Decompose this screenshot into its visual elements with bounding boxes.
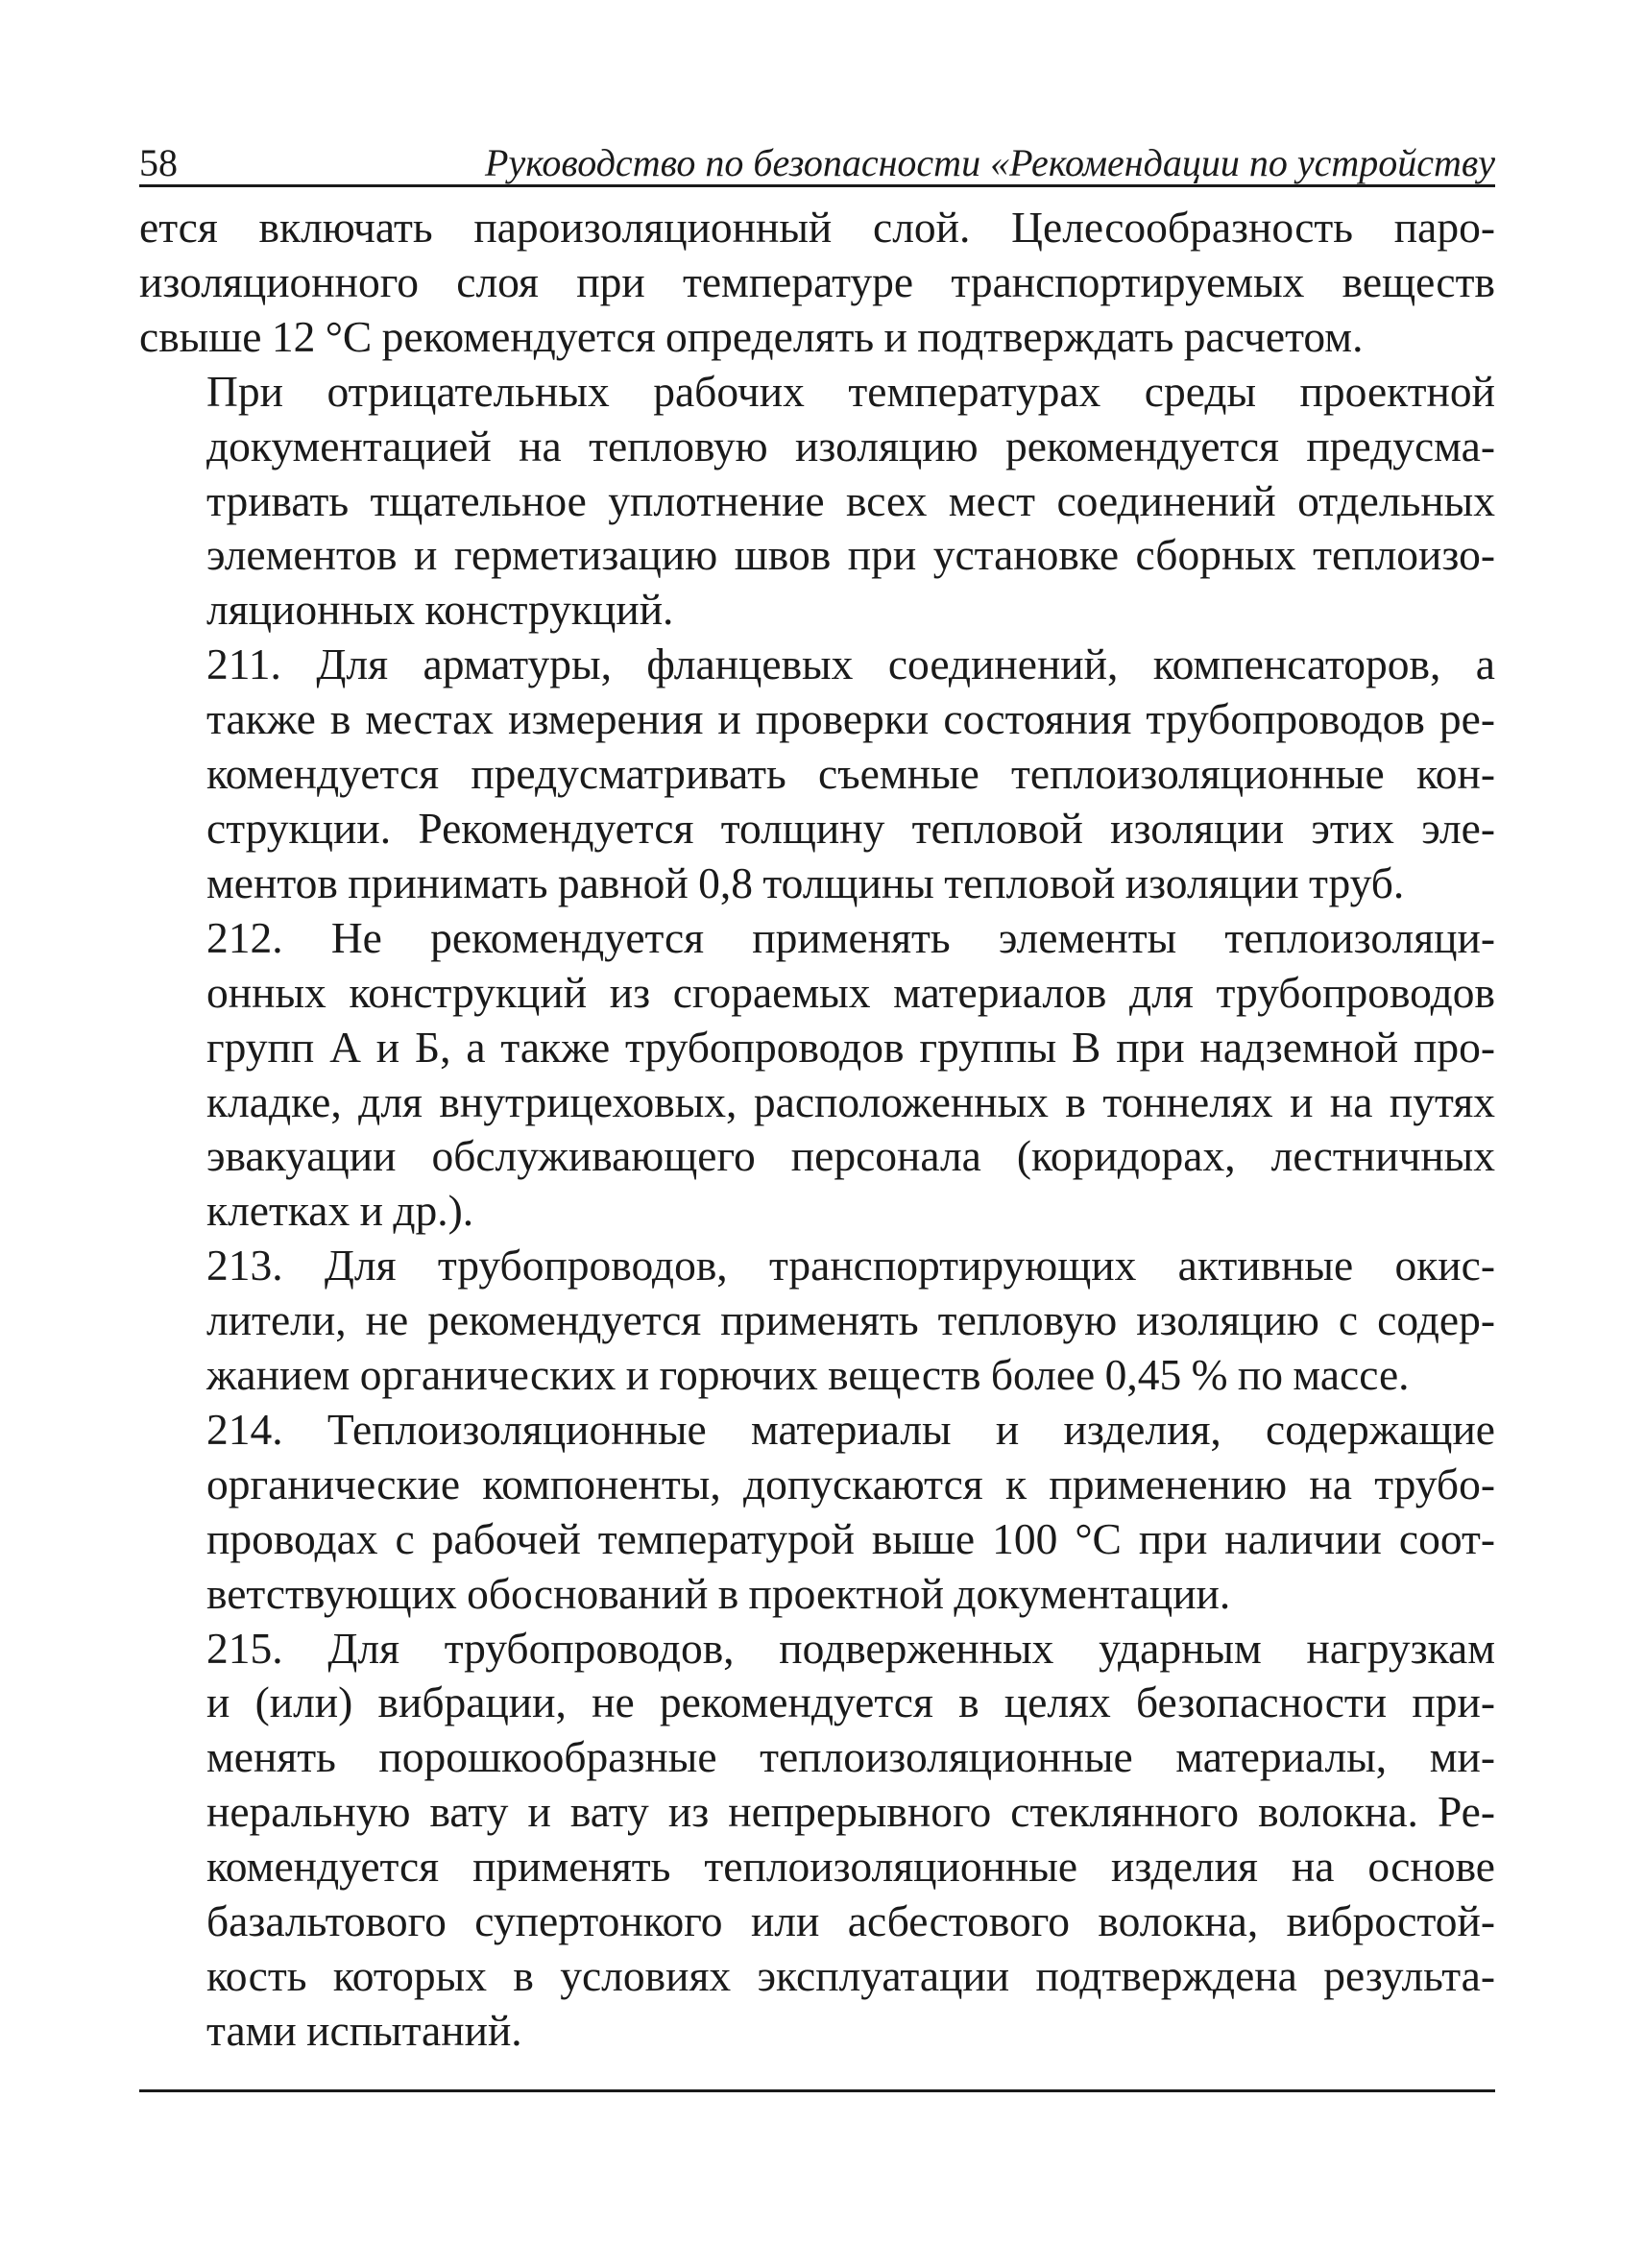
text-line: ветствующих обоснований в проектной документации. [206, 1568, 1231, 1618]
text-line: 212. Не рекомендуется применять элементы теплоизоляци- [206, 912, 1495, 962]
text-line: комендуется применять теплоизоляционные изделия на основе [206, 1842, 1495, 1892]
text-line: документацией на тепловую изоляцию рекомендуется предусма- [206, 421, 1495, 470]
text-line: свыше 12 °С рекомендуется определять и подтверждать расчетом. [139, 311, 1364, 361]
page-number: 58 [139, 141, 178, 184]
text-line: и (или) вибрации, не рекомендуется в целях безопасности при- [206, 1677, 1495, 1727]
text-line: менять порошкообразные теплоизоляционные материалы, ми- [206, 1732, 1495, 1782]
text-line: также в местах измерения и проверки состояния трубопроводов ре- [206, 694, 1495, 744]
text-line: эвакуации обслуживающего персонала (коридорах, лестничных [206, 1131, 1495, 1181]
text-line: жанием органических и горючих веществ более 0,45 % по массе. [206, 1350, 1410, 1400]
paragraph [139, 1403, 1495, 1622]
text-line: кладке, для внутрицеховых, расположенных в тоннелях и на путях [206, 1076, 1495, 1126]
text-line: тами испытаний. [206, 2005, 522, 2055]
text-line: групп А и Б, а также трубопроводов группы В при надземной про- [206, 1022, 1495, 1072]
text-line: неральную вату и вату из непрерывного стеклянного волокна. Ре- [206, 1787, 1495, 1837]
text-line: 214. Теплоизоляционные материалы и изделия, содержащие [206, 1404, 1495, 1454]
document-page [139, 125, 1495, 2092]
text-line: лители, не рекомендуется применять тепловую изоляцию с содер- [206, 1295, 1495, 1345]
text-line: элементов и герметизацию швов при установке сборных теплоизо- [206, 530, 1495, 580]
paragraph [139, 365, 1495, 639]
text-line: базальтового супертонкого или асбестового волокна, вибростой- [206, 1896, 1495, 1946]
text-line: онных конструкций из сгораемых материалов для трубопроводов [206, 967, 1495, 1017]
text-line: При отрицательных рабочих температурах среды проектной [206, 366, 1495, 416]
text-line: 215. Для трубопроводов, подверженных ударным нагрузкам [206, 1623, 1495, 1673]
text-line: 211. Для арматуры, фланцевых соединений, компенсаторов, а [206, 639, 1495, 689]
text-line: кость которых в условиях эксплуатации подтверждена результа- [206, 1951, 1495, 2000]
text-line: проводах с рабочей температурой выше 100 °С при наличии соот- [206, 1513, 1495, 1563]
text-line: 213. Для трубопроводов, транспортирующих активные окис- [206, 1241, 1495, 1291]
running-title: Руководство по безопасности «Рекомендации по устройству [485, 141, 1495, 184]
text-line: изоляционного слоя при температуре транспортируемых веществ [139, 256, 1495, 306]
text-line: органические компоненты, допускаются к применению на трубо- [206, 1459, 1495, 1508]
text-line: тривать тщательное уплотнение всех мест соединений отдельных [206, 475, 1495, 525]
running-header [139, 125, 1495, 187]
text-line: ментов принимать равной 0,8 толщины тепловой изоляции труб. [206, 857, 1405, 907]
text-line: ется включать пароизоляционный слой. Целесообразность паро- [139, 203, 1495, 252]
text-line: клетках и др.). [206, 1186, 474, 1236]
paragraph [139, 1239, 1495, 1403]
paragraph [139, 911, 1495, 1239]
text-line: струкции. Рекомендуется толщину тепловой изоляции этих эле- [206, 803, 1495, 853]
paragraph [139, 1622, 1495, 2059]
paragraph [139, 201, 1495, 365]
footer-rule [139, 2089, 1495, 2092]
paragraph [139, 638, 1495, 911]
text-line: ляционных конструкций. [206, 585, 674, 635]
text-line: комендуется предусматривать съемные теплоизоляционные кон- [206, 749, 1495, 799]
body-text [139, 201, 1495, 2059]
